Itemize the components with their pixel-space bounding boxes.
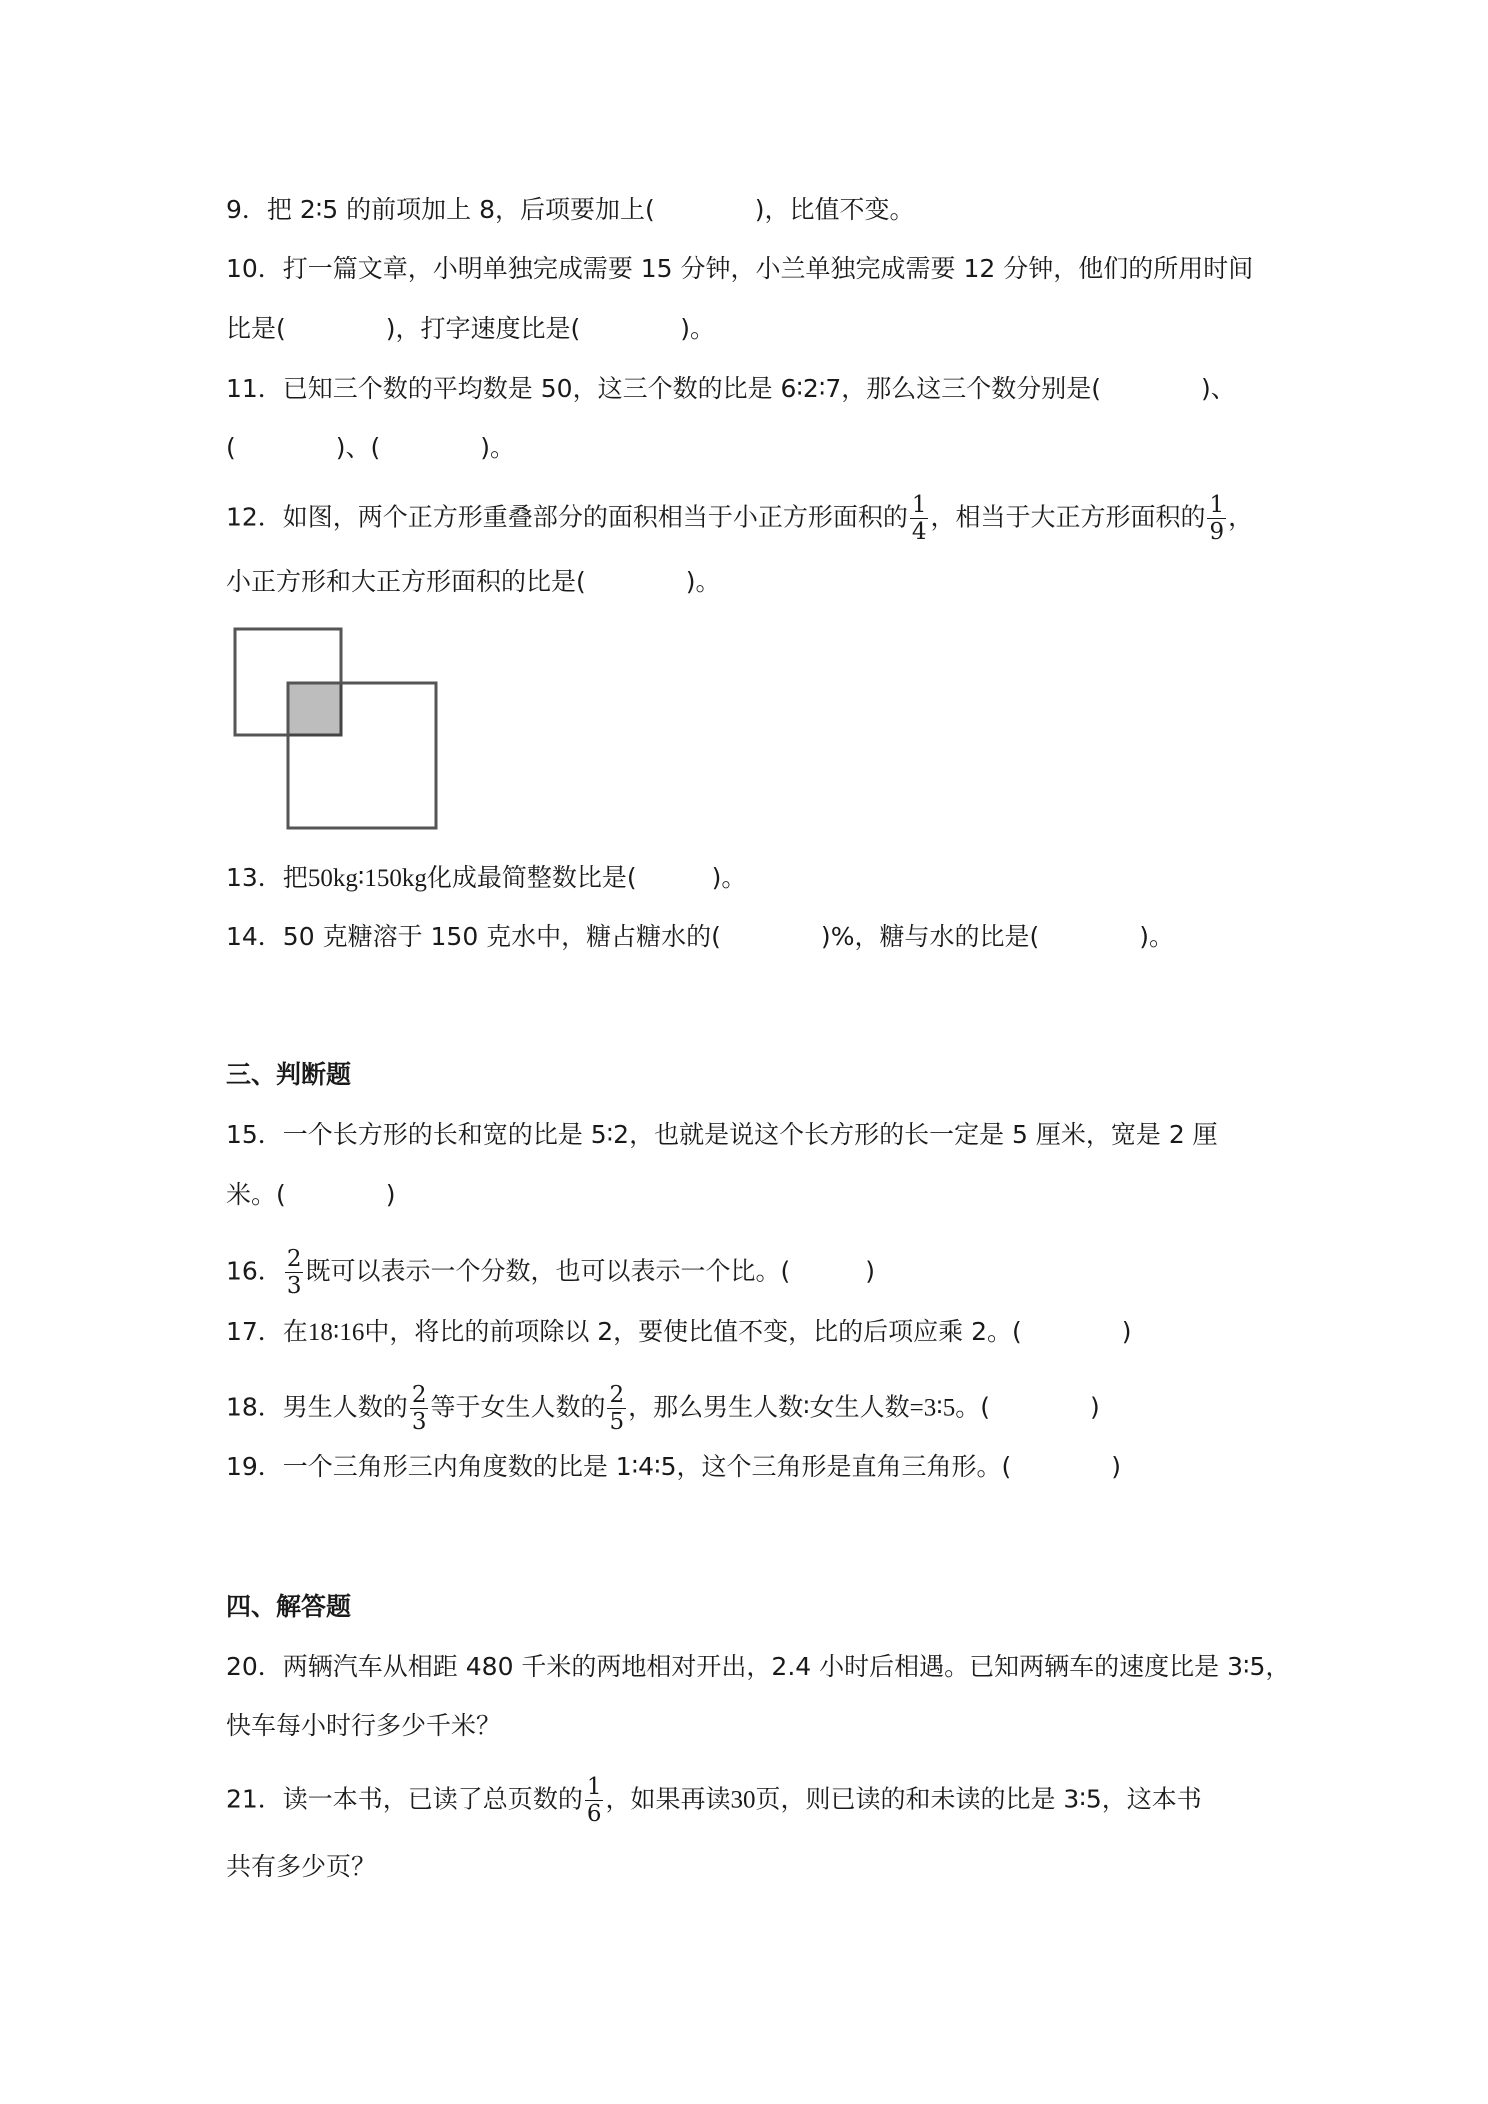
fraction-numerator: 1	[911, 492, 927, 518]
question-17-text-1: 17．在	[226, 1317, 308, 1346]
question-21-text-1: 21．读一本书，已读了总页数的	[226, 1784, 583, 1814]
fraction-denominator: 4	[911, 519, 927, 545]
question-18-text-4: 。( )	[955, 1392, 1100, 1422]
fraction-denominator: 6	[586, 1801, 602, 1827]
question-16-number: 16．	[226, 1256, 283, 1286]
question-18-text-1: 18．男生人数的	[226, 1392, 408, 1422]
fraction-numerator: 1	[586, 1774, 602, 1800]
question-14: 14．50 克糖溶于 150 克水中，糖占糖水的( )%，糖与水的比是( )。	[226, 922, 1174, 951]
question-18	[226, 1382, 1100, 1435]
question-13-text-2: 化成最简整数比是( )。	[426, 863, 747, 892]
fraction-two-fifths	[607, 1382, 626, 1435]
fraction-one-sixth	[585, 1774, 604, 1827]
question-21-text-2: ，如果再读	[605, 1784, 731, 1814]
fraction-denominator: 9	[1209, 519, 1225, 545]
fraction-denominator: 3	[286, 1273, 302, 1299]
question-21-text-3: 页，则已读的和未读的比是 3∶5，这本书	[755, 1784, 1202, 1814]
fraction-denominator: 5	[609, 1409, 625, 1435]
question-20-line-2: 快车每小时行多少千米？	[226, 1711, 502, 1740]
question-13-ratio-expression: 50kg∶150kg	[307, 865, 427, 892]
question-18-text-3: ，那么男生人数∶女生人数	[628, 1392, 910, 1422]
question-17-ratio-expression: 18∶16	[307, 1319, 365, 1346]
overlapping-squares-figure	[232, 626, 442, 832]
question-12-line-1	[226, 492, 1253, 545]
fraction-two-thirds	[285, 1246, 304, 1299]
question-10-line-2: 比是( )，打字速度比是( )。	[226, 314, 716, 343]
question-11-line-1: 11．已知三个数的平均数是 50，这三个数的比是 6∶2∶7，那么这三个数分别是( )、	[226, 374, 1236, 403]
question-21-page-count: 30	[730, 1786, 756, 1814]
question-21-line-2: 共有多少页？	[226, 1852, 377, 1881]
question-9: 9．把 2∶5 的前项加上 8，后项要加上( )，比值不变。	[226, 195, 915, 224]
question-12-text-2: ，相当于大正方形面积的	[930, 502, 1206, 532]
fraction-numerator: 2	[609, 1382, 625, 1408]
question-18-text-2: 等于女生人数的	[430, 1392, 606, 1422]
question-18-ratio-expression: =3∶5	[909, 1394, 956, 1422]
question-12-text-3: ，	[1228, 502, 1254, 532]
section-3-heading: 三、判断题	[226, 1060, 352, 1089]
question-21-line-1	[226, 1774, 1202, 1827]
fraction-numerator: 2	[411, 1382, 427, 1408]
fraction-denominator: 3	[411, 1409, 427, 1435]
fraction-numerator: 2	[286, 1246, 302, 1272]
section-4-heading: 四、解答题	[226, 1592, 352, 1621]
overlap-region	[288, 683, 341, 735]
fraction-two-thirds	[410, 1382, 429, 1435]
question-17	[226, 1315, 1132, 1350]
question-13-text-1: 13．把	[226, 863, 308, 892]
question-16-text: 既可以表示一个分数，也可以表示一个比。( )	[305, 1256, 875, 1286]
fraction-numerator: 1	[1209, 492, 1225, 518]
question-11-line-2: ( )、( )。	[226, 433, 516, 462]
question-16	[226, 1246, 875, 1299]
question-17-text-2: 中，将比的前项除以 2，要使比值不变，比的后项应乘 2。( )	[364, 1317, 1132, 1346]
question-15-line-2: 米。( )	[226, 1180, 396, 1209]
question-12-text-1: 12．如图，两个正方形重叠部分的面积相当于小正方形面积的	[226, 502, 908, 532]
fraction-one-quarter	[910, 492, 929, 545]
question-15-line-1: 15．一个长方形的长和宽的比是 5∶2，也就是说这个长方形的长一定是 5 厘米，宽是 2 厘	[226, 1120, 1218, 1149]
question-10-line-1: 10．打一篇文章，小明单独完成需要 15 分钟，小兰单独完成需要 12 分钟，他们的所用时间	[226, 254, 1254, 283]
question-12-line-2: 小正方形和大正方形面积的比是( )。	[226, 567, 721, 596]
question-13	[226, 861, 746, 896]
question-20-line-1: 20．两辆汽车从相距 480 千米的两地相对开出，2.4 小时后相遇。已知两辆车的速度比是 3∶5，	[226, 1652, 1291, 1681]
question-19: 19．一个三角形三内角度数的比是 1∶4∶5，这个三角形是直角三角形。( )	[226, 1452, 1121, 1481]
fraction-one-ninth	[1207, 492, 1226, 545]
